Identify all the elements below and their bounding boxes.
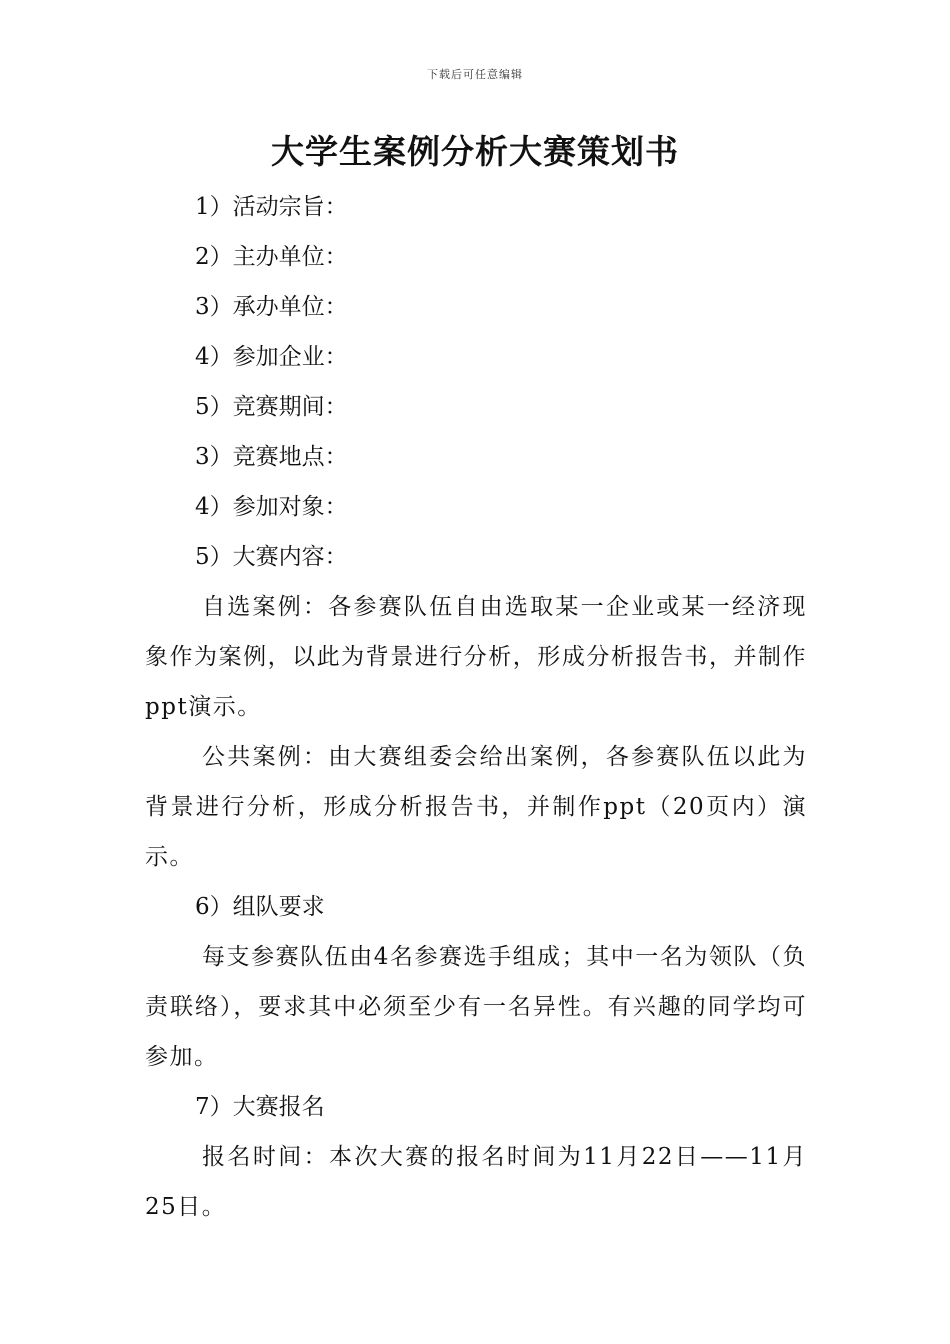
document-body [145,182,807,1232]
paragraph-signup: 报名时间：本次大赛的报名时间为11月22日——11月25日。 [145,1144,807,1220]
item-period: 5）竞赛期间： [195,394,348,420]
item-signup: 7）大赛报名 [195,1094,325,1120]
paragraph-team: 每支参赛队伍由4名参赛选手组成；其中一名为领队（负责联络），要求其中必须至少有一名异性。有兴趣的同学均可参加。 [145,944,807,1070]
paragraph-self-case: 自选案例：各参赛队伍自由选取某一企业或某一经济现象作为案例，以此为背景进行分析，形成分析报告书，并制作ppt演示。 [145,594,807,720]
document-title: 大学生案例分析大赛策划书 [271,132,679,171]
header-note: 下载后可任意编辑 [427,68,523,81]
item-location: 3）竞赛地点： [195,444,348,470]
item-content: 5）大赛内容： [195,544,348,570]
item-participants: 4）参加对象： [195,494,348,520]
item-organizer: 2）主办单位： [195,244,348,270]
paragraph-public-case: 公共案例：由大赛组委会给出案例，各参赛队伍以此为背景进行分析，形成分析报告书，并制作ppt（20页内）演示。 [145,744,807,870]
item-undertaker: 3）承办单位： [195,294,348,320]
item-companies: 4）参加企业： [195,344,348,370]
item-team: 6）组队要求 [195,894,325,920]
item-purpose: 1）活动宗旨： [195,194,348,220]
